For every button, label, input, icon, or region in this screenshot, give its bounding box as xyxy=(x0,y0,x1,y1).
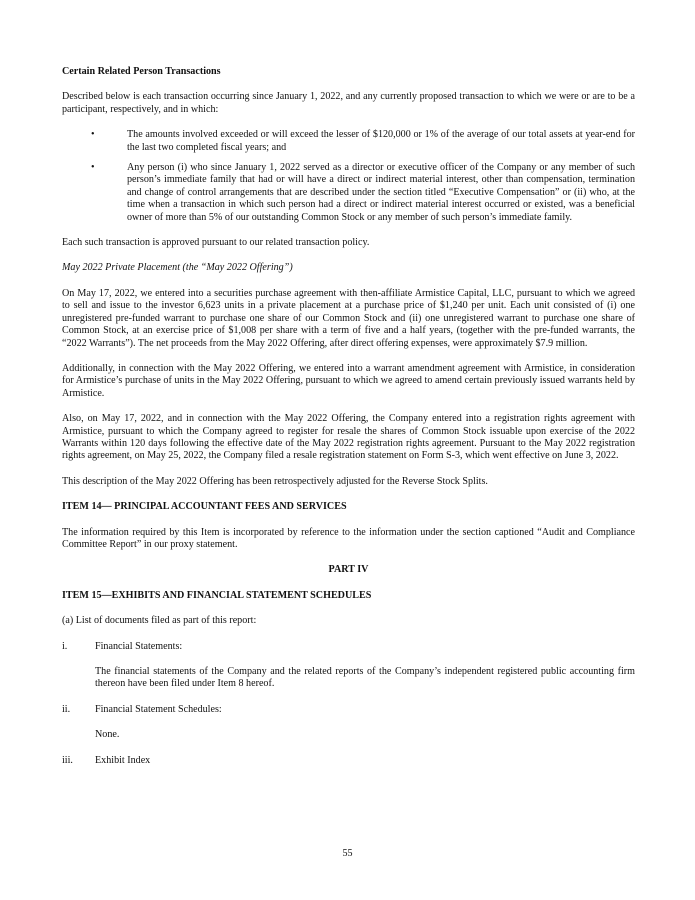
list-detail: None. xyxy=(95,729,120,741)
offering-paragraph: Also, on May 17, 2022, and in connection with the May 2022 Offering, the Company entered into a registration rights agreement with Armistice, pursuant to which the Company agreed to register for resale the shares of Common Stock issuable upon exercise of the 2022 Warrants within 120 days following the effective date of the May 2022 registration rights agreement. Pursuant to the May 2022 registration rights agreement, on May 25, 2022, the Company filed a resale registration statement on Form S-3, which went effective on June 3, 2022. xyxy=(62,413,635,462)
list-item-text: Any person (i) who since January 1, 2022 served as a director or executive officer of the Company or any member of such person’s immediate family that had or will have a direct or indirect material interest, other than compensation, termination and change of control arrangements that are described under the section titled “Executive Compensation” or (ii) who, at the time when a transaction in which such person had a direct or indirect material interest occurred or existed, was a beneficial owner of more than 5% of our outstanding Common Stock or any member of such person’s immediate family. xyxy=(127,162,635,223)
offering-paragraph: On May 17, 2022, we entered into a securities purchase agreement with then-affiliate Armistice Capital, LLC, pursuant to which we agreed to sell and issue to the investor 6,623 units in a private placement at a purchase price of $1,240 per unit. Each unit consisted of (i) one unregistered pre-funded warrant to purchase one share of our Common Stock and (ii) one unregistered warrant to purchase one share of Common Stock, at an exercise price of $1,008 per share with a term of five and a half years, (together with the pre-funded warrants, the “2022 Warrants”). The net proceeds from the May 2022 Offering, after direct offering expenses, were approximately $7.9 million. xyxy=(62,287,635,349)
list-label: Financial Statement Schedules: xyxy=(95,703,222,715)
bullet-icon: • xyxy=(91,162,95,174)
document-list-item xyxy=(62,704,635,716)
offering-paragraph: This description of the May 2022 Offering has been retrospectively adjusted for the Reverse Stock Splits. xyxy=(62,475,488,487)
list-number: i. xyxy=(62,640,68,652)
item15-intro: (a) List of documents filed as part of this report: xyxy=(62,615,257,627)
document-list-item xyxy=(62,755,635,767)
list-label: Exhibit Index xyxy=(95,754,151,766)
list-item xyxy=(62,129,635,154)
offering-subheading: May 2022 Private Placement (the “May 2022 Offering”) xyxy=(62,262,293,274)
list-number: ii. xyxy=(62,703,71,715)
page-content xyxy=(62,66,635,780)
list-label: Financial Statements: xyxy=(95,640,183,652)
approval-paragraph: Each such transaction is approved pursuant to our related transaction policy. xyxy=(62,237,370,249)
list-item xyxy=(62,162,635,224)
offering-paragraph: Additionally, in connection with the May 2022 Offering, we entered into a warrant amendment agreement with Armistice, in consideration for Armistice’s purchase of units in the May 2022 Offering, pursuant to which we agreed to amend certain previously issued warrants held by Armistice. xyxy=(62,362,635,399)
document-list-item xyxy=(62,641,635,653)
item15-heading: ITEM 15—EXHIBITS AND FINANCIAL STATEMENT SCHEDULES xyxy=(62,589,372,601)
page-number: 55 xyxy=(342,848,353,859)
section-title: Certain Related Person Transactions xyxy=(62,66,221,77)
list-item-text: The amounts involved exceeded or will exceed the lesser of $120,000 or 1% of the average of our total assets at year-end for the last two completed fiscal years; and xyxy=(127,129,635,153)
item14-heading: ITEM 14— PRINCIPAL ACCOUNTANT FEES AND SERVICES xyxy=(62,501,347,513)
bullet-icon: • xyxy=(91,129,95,141)
list-detail: The financial statements of the Company and the related reports of the Company’s independent registered public accounting firm thereon have been filed under Item 8 hereof. xyxy=(95,666,635,690)
list-number: iii. xyxy=(62,754,73,766)
part-heading: PART IV xyxy=(328,564,369,576)
item14-paragraph: The information required by this Item is incorporated by reference to the information under the section captioned “Audit and Compliance Committee Report” in our proxy statement. xyxy=(62,526,635,550)
criteria-list xyxy=(62,129,635,224)
intro-paragraph: Described below is each transaction occurring since January 1, 2022, and any currently proposed transaction to which we were or are to be a participant, respectively, and in which: xyxy=(62,91,635,115)
